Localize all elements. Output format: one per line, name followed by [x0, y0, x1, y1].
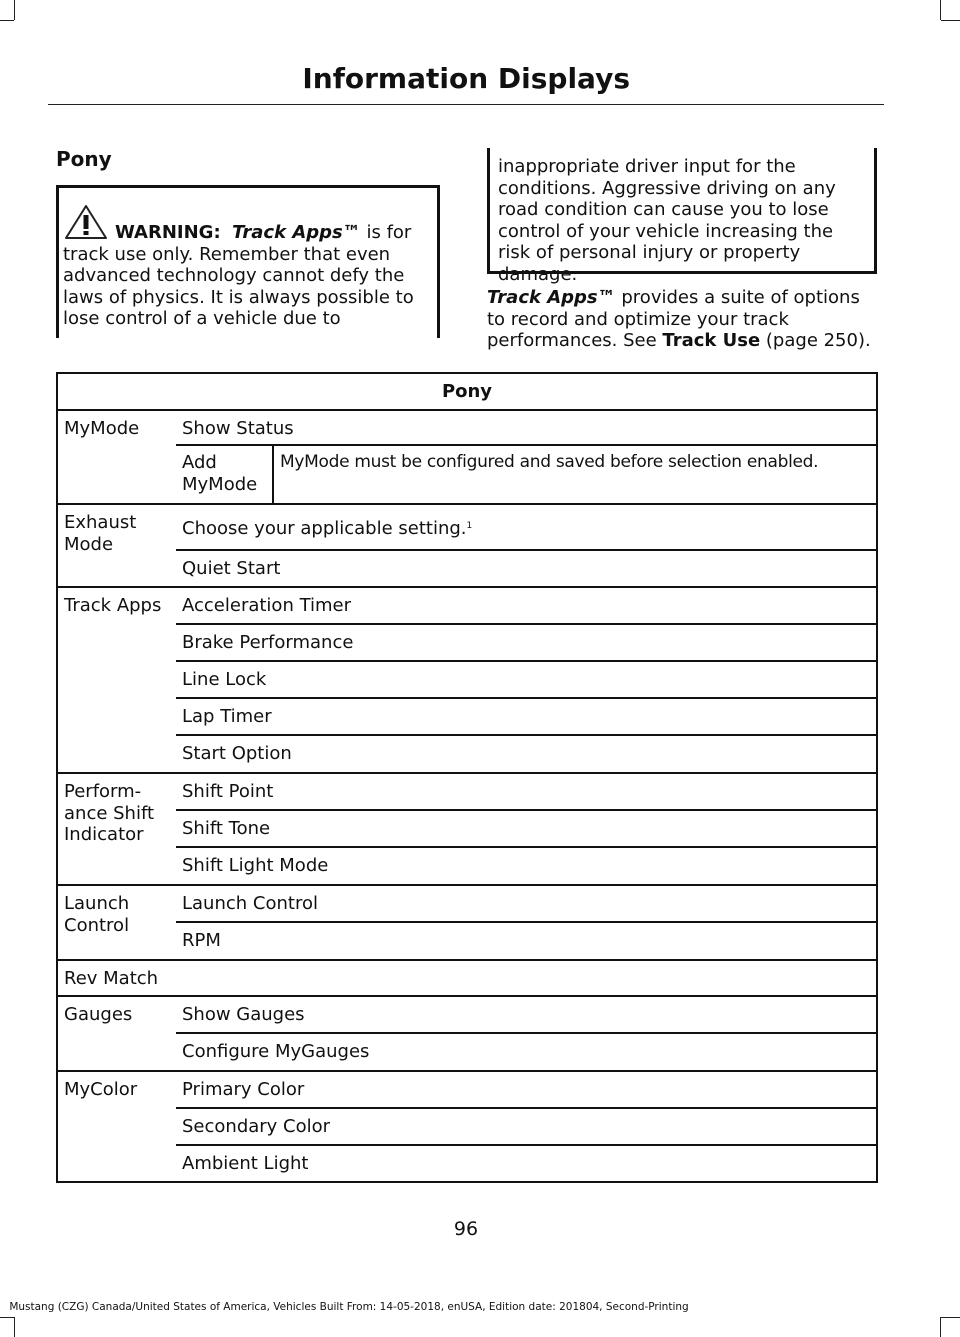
- table-cell: Secondary Color: [176, 1109, 876, 1146]
- table-cell-add-mymode: [176, 446, 876, 503]
- page-header-title: Information Displays: [302, 62, 630, 95]
- table-group-exhaust: [58, 505, 876, 588]
- pony-menu-table: [56, 372, 878, 1183]
- choose-setting-text: Choose your applicable setting.: [182, 518, 467, 539]
- table-title: Pony: [58, 374, 876, 411]
- footnote-marker: 1: [466, 521, 473, 531]
- table-group-mycolor: [58, 1072, 876, 1181]
- page-footer: Mustang (CZG) Canada/United States of America, Vehicles Built From: 14-05-2018, enUSA, Edition date: 201804, Second-Printing: [9, 1301, 689, 1313]
- warning-body: is for track use only. Remember that even advanced technology cannot defy the laws of physics. It is always possible to lose control of a vehicle due to: [63, 222, 414, 329]
- table-cell: Shift Point: [176, 774, 876, 811]
- crop-mark: [0, 1317, 14, 1318]
- table-cell: Primary Color: [176, 1072, 876, 1109]
- table-group-track-apps: [58, 588, 876, 774]
- sub-text: MyMode must be configured and saved before selection enabled.: [280, 452, 819, 472]
- paragraph-text: provides a suite of options to record and optimize your track performances. See: [487, 287, 860, 351]
- table-group-mymode: [58, 411, 876, 505]
- table-row-rev-match: Rev Match: [58, 961, 876, 997]
- warning-continued-text: inappropriate driver input for the conditions. Aggressive driving on any road condition can cause you to lose control of your vehicle increasing the risk of personal injury or property damage.: [487, 148, 877, 274]
- warning-text: [63, 222, 433, 330]
- group-label: Gauges: [64, 1004, 133, 1025]
- crop-mark: [14, 0, 15, 20]
- table-cell: Lap Timer: [176, 699, 876, 736]
- table-cell: RPM: [182, 930, 221, 951]
- page-reference: (page 250).: [760, 330, 871, 351]
- group-label: Exhaust Mode: [64, 512, 137, 555]
- header-divider: [48, 104, 884, 105]
- table-cell: Brake Performance: [176, 625, 876, 662]
- crop-mark: [940, 1317, 941, 1337]
- table-cell: [176, 505, 876, 551]
- table-cell: Line Lock: [176, 662, 876, 699]
- table-cell: Shift Light Mode: [182, 855, 329, 876]
- table-cell: Show Status: [176, 411, 876, 446]
- table-cell: Shift Tone: [176, 811, 876, 848]
- warning-brand: Track Apps™: [232, 222, 361, 243]
- group-label: MyColor: [64, 1079, 138, 1100]
- crop-mark: [0, 20, 14, 21]
- group-label: Track Apps: [64, 595, 162, 616]
- table-group-gauges: [58, 997, 876, 1072]
- table-cell: Quiet Start: [182, 558, 281, 579]
- sub-label: Add MyMode: [176, 446, 274, 503]
- crop-mark: [940, 0, 941, 20]
- table-cell: Show Gauges: [176, 997, 876, 1034]
- paragraph-brand: Track Apps™: [487, 287, 616, 308]
- group-label: Perform-ance Shift Indicator: [64, 781, 155, 845]
- page-number: 96: [453, 1218, 479, 1240]
- table-cell: Ambient Light: [182, 1153, 309, 1174]
- table-group-launch: [58, 886, 876, 961]
- table-cell: Configure MyGauges: [182, 1041, 370, 1062]
- group-label: Launch Control: [64, 893, 130, 936]
- warning-label: WARNING:: [115, 222, 221, 243]
- track-use-link[interactable]: Track Use: [662, 330, 761, 351]
- section-title: Pony: [56, 147, 112, 171]
- table-group-shift-indicator: [58, 774, 876, 886]
- crop-mark: [941, 1317, 960, 1318]
- table-cell: Acceleration Timer: [176, 588, 876, 625]
- table-cell: Launch Control: [176, 886, 876, 923]
- crop-mark: [14, 1317, 15, 1337]
- track-apps-paragraph: [487, 287, 879, 352]
- crop-mark: [941, 20, 960, 21]
- table-cell: Start Option: [182, 743, 292, 764]
- group-label: MyMode: [64, 418, 140, 439]
